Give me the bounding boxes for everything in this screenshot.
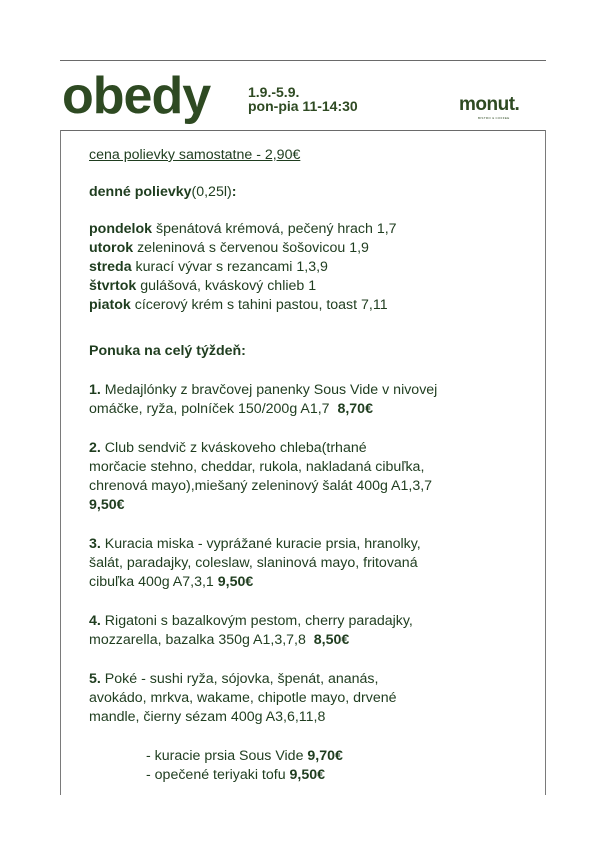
item-price: 9,50€ <box>89 497 125 513</box>
menu-item-3: 3. Kuracia miska - vyprážané kuracie prsia, hranolky, šalát, paradajky, coleslaw, slaninová mayo, fritovaná cibuľka 400g A7,3,1 9,50€ <box>89 536 421 590</box>
brand-logo-subtitle: BISTRO & COFFEE <box>478 116 510 120</box>
soup-thursday: štvrtok gulášová, kváskový chlieb 1 <box>89 278 317 294</box>
menu-content <box>89 146 539 785</box>
soup-wednesday: streda kurací vývar s rezancami 1,3,9 <box>89 259 328 275</box>
brand-logo: monut. <box>459 94 520 115</box>
menu-item-1: 1. Medajlónky z bravčovej panenky Sous Vide v nivovej omáčke, ryža, polníček 150/200g A1,7 8,70€ <box>89 382 438 417</box>
menu-item-4: 4. Rigatoni s bazalkovým pestom, cherry paradajky, mozzarella, bazalka 350g A1,3,7,8 8,50€ <box>89 613 413 648</box>
option-tofu: - opečené teriyaki tofu 9,50€ <box>146 767 326 783</box>
top-rule <box>60 60 546 61</box>
item-price: 9,50€ <box>217 574 254 590</box>
menu-item-2: 2. Club sendvič z kváskoveho chleba(trhané morčacie stehno, cheddar, rukola, nakladaná cibuľka, chrenová mayo),miešaný zeleninový šalát 400g A1,3,7 9,50€ <box>89 439 539 515</box>
date-range: 1.9.-5.9. <box>248 84 300 100</box>
page-title: obedy <box>62 67 211 125</box>
opening-hours: pon-pia 11-14:30 <box>248 98 358 114</box>
week-heading: Ponuka na celý týždeň: <box>89 343 246 359</box>
soups-heading: denné polievky(0,25l): <box>89 184 237 200</box>
soup-friday: piatok cícerový krém s tahini pastou, toast 7,11 <box>89 297 388 313</box>
date-hours <box>248 85 358 113</box>
soup-monday: pondelok špenátová krémová, pečený hrach 1,7 <box>89 221 397 237</box>
option-chicken: - kuracie prsia Sous Vide 9,70€ <box>146 748 343 764</box>
soup-tuesday: utorok zeleninová s červenou šošovicou 1,9 <box>89 240 369 256</box>
soup-price: cena polievky samostatne - 2,90€ <box>89 147 301 163</box>
right-border <box>545 130 546 795</box>
item-price: 8,50€ <box>313 632 350 648</box>
menu-item-5: 5. Poké - sushi ryža, sójovka, špenát, ananás, avokádo, mrkva, wakame, chipotle mayo, drvené mandle, čierny sézam 400g A3,6,11,8 <box>89 671 397 725</box>
header-rule <box>60 130 546 131</box>
item-price: 8,70€ <box>337 401 373 417</box>
left-border <box>60 130 61 795</box>
